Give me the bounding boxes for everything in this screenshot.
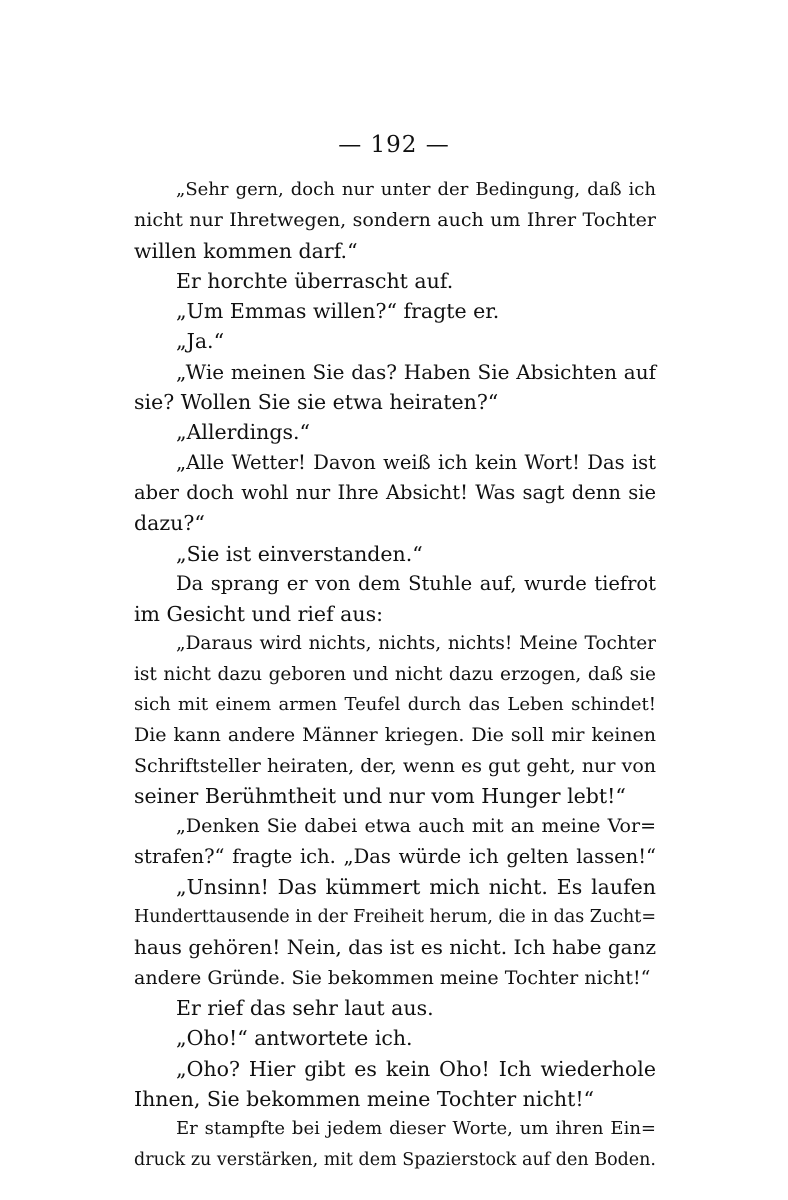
text-line: aber doch wohl nur Ihre Absicht! Was sagt denn sie (134, 480, 656, 504)
text-line: sich mit einem armen Teufel durch das Leben schindet! (134, 694, 656, 716)
text-line: „Sehr gern, doch nur unter der Bedingung, daß ich (176, 179, 656, 200)
text-line: „Denken Sie dabei etwa auch mit an meine Vor= (176, 815, 656, 838)
text-line: Ihnen, Sie bekommen meine Tochter nicht!“ (134, 1086, 595, 1111)
text-line: Schriftsteller heiraten, der, wenn es gut geht, nur von (134, 754, 656, 777)
page-number: — 192 — (338, 132, 450, 158)
text-line: im Gesicht und rief aus: (134, 602, 384, 627)
text-body (134, 175, 656, 1175)
text-line: haus gehören! Nein, das ist es nicht. Ich habe ganz (134, 935, 656, 960)
text-line: „Daraus wird nichts, nichts, nichts! Meine Tochter (176, 633, 656, 655)
text-line: Er rief das sehr laut aus. (176, 996, 434, 1021)
text-line: Er horchte überrascht auf. (176, 268, 454, 293)
text-line: „Allerdings.“ (176, 420, 310, 445)
text-line: „Wie meinen Sie das? Haben Sie Absichten auf (176, 359, 656, 384)
text-line: Die kann andere Männer kriegen. Die soll mir keinen (134, 724, 656, 747)
text-line: „Alle Wetter! Davon weiß ich kein Wort! Das ist (176, 450, 656, 474)
text-line: „Ja.“ (176, 329, 225, 354)
text-line: nicht nur Ihretwegen, sondern auch um Ihrer Tochter (134, 209, 656, 232)
text-line: „Oho!“ antwortete ich. (176, 1026, 413, 1051)
text-line: seiner Berühmtheit und nur vom Hunger lebt!“ (134, 783, 626, 808)
text-line: „Sie ist einverstanden.“ (176, 541, 423, 566)
text-line: willen kommen darf.“ (134, 238, 358, 263)
text-line: dazu?“ (134, 511, 205, 536)
text-line: ist nicht dazu geboren und nicht dazu erzogen, daß sie (134, 663, 656, 685)
text-line: andere Gründe. Sie bekommen meine Tochter nicht!“ (134, 966, 651, 989)
text-line: Hunderttausende in der Freiheit herum, die in das Zucht= (134, 907, 656, 928)
text-line: sie? Wollen Sie sie etwa heiraten?“ (134, 390, 499, 415)
text-line: „Unsinn! Das kümmert mich nicht. Es laufen (176, 874, 656, 899)
text-line: Da sprang er von dem Stuhle auf, wurde tiefrot (176, 571, 656, 595)
text-line: Er stampfte bei jedem dieser Worte, um ihren Ein= (176, 1118, 656, 1140)
text-line: „Um Emmas willen?“ fragte er. (176, 299, 500, 324)
text-line: „Oho? Hier gibt es kein Oho! Ich wiederhole (176, 1056, 656, 1081)
text-line: strafen?“ fragte ich. „Das würde ich gelten lassen!“ (134, 844, 656, 868)
text-line: druck zu verstärken, mit dem Spazierstock auf den Boden. (134, 1149, 656, 1170)
